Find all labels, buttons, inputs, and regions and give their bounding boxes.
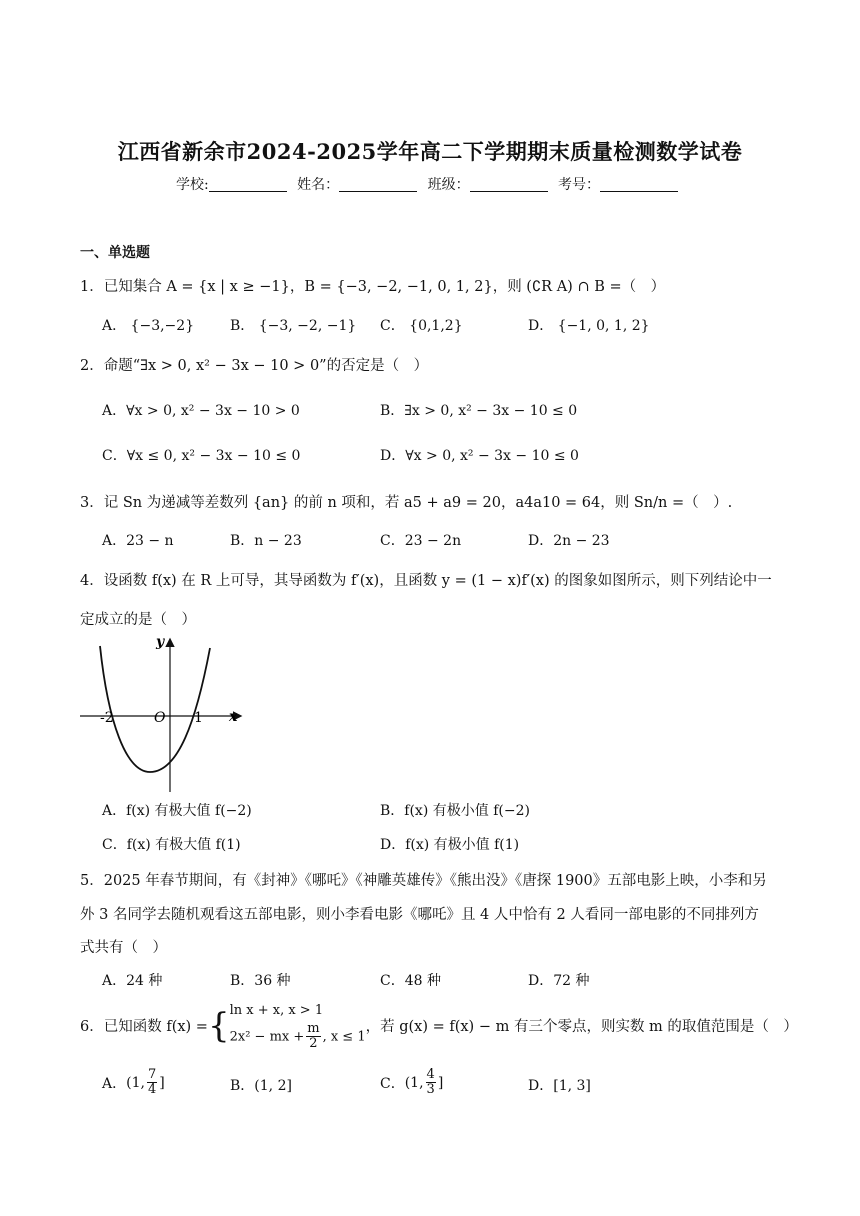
q1-option-a[interactable]: A． {−3,−2} <box>102 318 195 334</box>
school-label: 学校: <box>175 177 209 193</box>
q6-option-c-numerator: 4 <box>426 1067 435 1082</box>
q6-option-b-text: (1, 2] <box>254 1078 292 1094</box>
q6-option-b-label: B． <box>230 1078 255 1094</box>
question-6-stem <box>80 1000 798 1052</box>
question-3-stem: 3．记 Sn 为递减等差数列 {an} 的前 n 项和，若 a5 + a9 = 20，a4a10 = 64，则 Sn/n =（ ）. <box>80 495 733 511</box>
piece-2-denominator: 2 <box>309 1036 318 1052</box>
q6-option-c-fraction <box>426 1068 436 1098</box>
piece-1: ln x + x, x > 1 <box>229 1003 324 1018</box>
q6-option-c-label: C． <box>380 1075 405 1092</box>
q6-option-a-fraction <box>147 1068 157 1098</box>
x-axis-label: x <box>229 709 238 725</box>
q6-option-a-numerator: 7 <box>147 1067 157 1082</box>
q6-option-a-denominator: 4 <box>147 1082 157 1098</box>
q6-option-a-label: A． <box>102 1075 127 1092</box>
q3-option-b[interactable]: B．n − 23 <box>230 533 302 549</box>
q2-option-d[interactable]: D．∀x > 0, x² − 3x − 10 ≤ 0 <box>380 448 579 464</box>
q6-option-c-right: ] <box>437 1074 444 1091</box>
q6-option-d-text: [1, 3] <box>553 1078 591 1094</box>
q2-option-b[interactable]: B．∃x > 0, x² − 3x − 10 ≤ 0 <box>380 403 578 419</box>
class-label: 班级： <box>427 177 470 193</box>
q3-option-c[interactable]: C．23 − 2n <box>380 533 462 549</box>
q6-option-b[interactable] <box>230 1075 292 1095</box>
q1-option-c[interactable]: C． {0,1,2} <box>380 318 463 334</box>
q5-option-c[interactable]: C．48 种 <box>380 973 441 989</box>
q4-function-graph <box>78 632 253 797</box>
question-5-stem-line-2: 外 3 名同学去随机观看这五部电影，则小李看电影《哪吒》且 4 人中恰有 2 人看同一部电影的不同排列方 <box>80 907 759 923</box>
piece-2-left: 2x² − mx + <box>229 1029 305 1045</box>
q6-option-a[interactable] <box>102 1068 165 1098</box>
q6-stem-prefix: 6．已知函数 f(x) = <box>80 1019 208 1036</box>
q6-option-a-left: (1, <box>126 1074 145 1091</box>
section-heading: 一、单选题 <box>80 245 150 261</box>
curve <box>100 646 210 772</box>
y-axis-label: y <box>156 634 165 650</box>
q3-option-d[interactable]: D．2n − 23 <box>528 533 610 549</box>
piece-2-right: , x ≤ 1 <box>322 1029 366 1045</box>
q6-option-c[interactable] <box>380 1068 443 1098</box>
right-root-label: 1 <box>194 710 203 726</box>
piecewise-brace: { <box>207 1005 230 1046</box>
question-5-stem-line-3: 式共有（ ） <box>80 940 167 956</box>
q5-option-a[interactable]: A．24 种 <box>102 973 163 989</box>
q1-option-d[interactable]: D． {−1, 0, 1, 2} <box>528 318 650 334</box>
q6-stem-suffix: ，若 g(x) = f(x) − m 有三个零点，则实数 m 的取值范围是（ ） <box>365 1019 798 1036</box>
q5-option-d[interactable]: D．72 种 <box>528 973 590 989</box>
name-blank[interactable] <box>339 177 417 192</box>
piece-2 <box>230 1022 366 1052</box>
q6-option-c-denominator: 3 <box>426 1082 435 1098</box>
piece-2-numerator: m <box>307 1021 320 1037</box>
q4-option-b[interactable]: B．f(x) 有极小值 f(−2) <box>380 803 530 819</box>
piece-2-fraction <box>306 1022 320 1052</box>
piecewise-cases <box>230 1000 366 1052</box>
name-label: 姓名： <box>297 177 340 193</box>
q5-option-b[interactable]: B．36 种 <box>230 973 291 989</box>
exam-title: 江西省新余市2024-2025学年高二下学期期末质量检测数学试卷 <box>117 139 743 164</box>
exam-number-label: 考号： <box>558 177 601 193</box>
q6-option-d-label: D． <box>528 1078 554 1094</box>
question-4-stem-line-1: 4．设函数 f(x) 在 R 上可导，其导函数为 f′(x)，且函数 y = (1 − x)f′(x) 的图象如图所示，则下列结论中一 <box>80 573 772 589</box>
q4-option-a[interactable]: A．f(x) 有极大值 f(−2) <box>102 803 252 819</box>
q4-option-d[interactable]: D．f(x) 有极小值 f(1) <box>380 837 520 853</box>
q6-option-c-left: (1, <box>404 1074 424 1091</box>
q2-option-c[interactable]: C．∀x ≤ 0, x² − 3x − 10 ≤ 0 <box>102 448 301 464</box>
q6-option-d[interactable] <box>528 1075 591 1095</box>
student-info-row <box>0 174 860 194</box>
question-2-stem: 2．命题“∃x > 0, x² − 3x − 10 > 0”的否定是（ ） <box>80 358 429 374</box>
q4-option-c[interactable]: C．f(x) 有极大值 f(1) <box>102 837 241 853</box>
class-blank[interactable] <box>470 177 548 192</box>
q1-option-b[interactable]: B． {−3, −2, −1} <box>230 318 357 334</box>
school-blank[interactable] <box>209 177 287 192</box>
q2-option-a[interactable]: A．∀x > 0, x² − 3x − 10 > 0 <box>102 403 300 419</box>
exam-number-blank[interactable] <box>600 177 678 192</box>
origin-label: O <box>154 710 166 726</box>
question-1-stem: 1．已知集合 A = {x | x ≥ −1}，B = {−3, −2, −1, 0, 1, 2}，则 (∁R A) ∩ B =（ ） <box>80 279 666 295</box>
question-5-stem-line-1: 5．2025 年春节期间，有《封神》《哪吒》《神雕英雄传》《熊出没》《唐探 1900》五部电影上映，小李和另 <box>80 873 767 889</box>
question-4-stem-line-2: 定成立的是（ ） <box>80 612 196 628</box>
q3-option-a[interactable]: A．23 − n <box>102 533 174 549</box>
q6-option-a-right: ] <box>159 1074 165 1091</box>
left-root-label: -2 <box>100 710 114 726</box>
